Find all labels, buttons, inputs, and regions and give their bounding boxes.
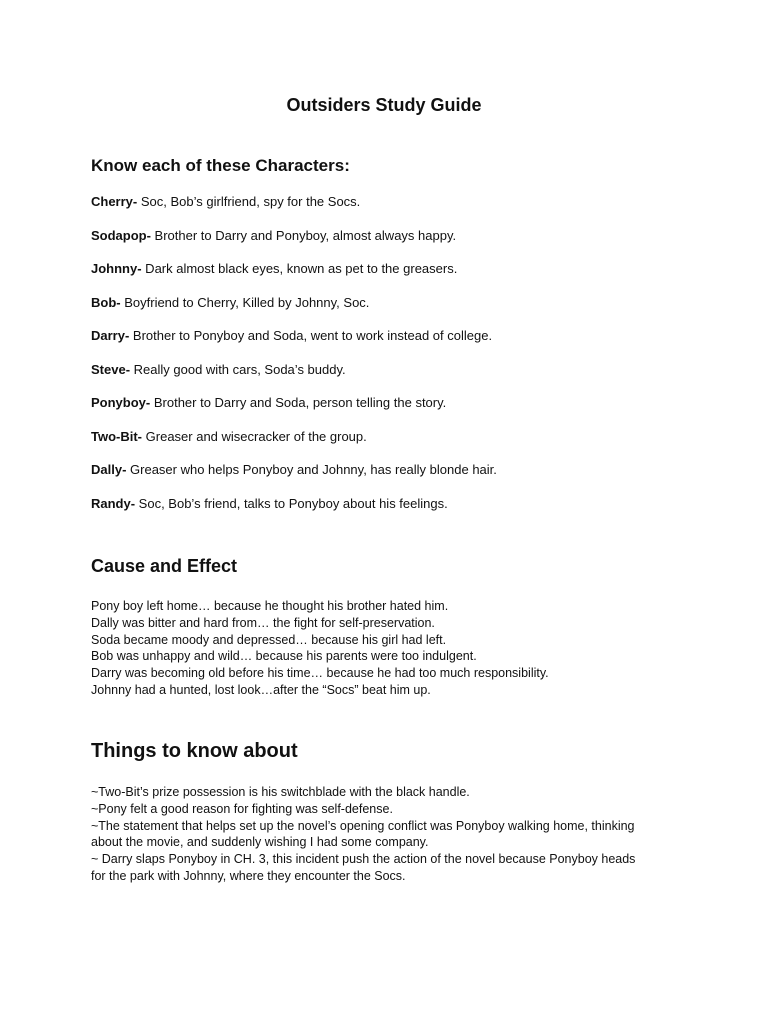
character-item: [91, 461, 731, 495]
character-description: Boyfriend to Cherry, Killed by Johnny, Soc.: [120, 294, 370, 310]
character-item: [91, 428, 731, 462]
cause-effect-list: [91, 598, 651, 699]
character-item: [91, 260, 731, 294]
character-list: [91, 193, 731, 528]
character-description: Dark almost black eyes, known as pet to the greasers.: [141, 261, 458, 276]
character-name: Randy-: [91, 495, 136, 511]
character-description: Greaser and wisecracker of the group.: [142, 428, 367, 444]
character-item: [91, 394, 731, 428]
cause-effect-line: Soda became moody and depressed… because his girl had left.: [91, 632, 447, 647]
characters-heading: Know each of these Characters:: [91, 156, 350, 175]
character-item: [91, 495, 731, 529]
character-name: Steve-: [91, 361, 131, 377]
page-title: Outsiders Study Guide: [286, 95, 482, 115]
character-description: Soc, Bob’s friend, talks to Ponyboy about his feelings.: [135, 495, 448, 511]
character-item: [91, 294, 731, 328]
character-name: Two-Bit-: [91, 428, 143, 444]
cause-effect-heading: Cause and Effect: [91, 556, 238, 576]
things-item: ~ Darry slaps Ponyboy in CH. 3, this incident push the action of the novel because Ponyboy heads for the park with Johnny, where they encounter the Socs.: [91, 852, 636, 883]
character-name: Bob-: [91, 294, 121, 310]
character-item: [91, 193, 731, 227]
character-name: Ponyboy-: [91, 395, 151, 410]
character-name: Cherry-: [91, 194, 138, 209]
character-description: Brother to Ponyboy and Soda, went to work instead of college.: [129, 328, 493, 343]
things-item: ~The statement that helps set up the novel’s opening conflict was Ponyboy walking home, thinking about the movie, and suddenly wishing I had some company.: [91, 818, 635, 850]
character-item: [91, 361, 731, 395]
character-description: Greaser who helps Ponyboy and Johnny, has really blonde hair.: [126, 462, 497, 477]
character-description: Soc, Bob’s girlfriend, spy for the Socs.: [137, 194, 361, 209]
character-item: [91, 327, 731, 361]
character-description: Brother to Darry and Soda, person telling the story.: [150, 395, 447, 410]
cause-effect-line: Bob was unhappy and wild… because his parents were too indulgent.: [91, 649, 477, 664]
character-name: Sodapop-: [91, 227, 151, 243]
character-name: Darry-: [91, 328, 130, 343]
character-name: Johnny-: [91, 261, 142, 276]
cause-effect-line: Darry was becoming old before his time… because he had too much responsibility.: [91, 666, 549, 681]
character-name: Dally-: [91, 462, 127, 477]
character-description: Really good with cars, Soda’s buddy.: [130, 361, 346, 377]
things-item: ~Pony felt a good reason for fighting was self-defense.: [91, 801, 393, 816]
things-list: [91, 784, 651, 885]
things-item: ~Two-Bit’s prize possession is his switchblade with the black handle.: [91, 785, 470, 799]
things-heading: Things to know about: [91, 740, 298, 762]
cause-effect-line: Johnny had a hunted, lost look…after the “Socs” beat him up.: [91, 682, 431, 697]
cause-effect-line: Pony boy left home… because he thought his brother hated him.: [91, 599, 449, 613]
character-item: [91, 227, 731, 261]
cause-effect-line: Dally was bitter and hard from… the fight for self-preservation.: [91, 615, 435, 630]
character-description: Brother to Darry and Ponyboy, almost always happy.: [150, 227, 457, 243]
